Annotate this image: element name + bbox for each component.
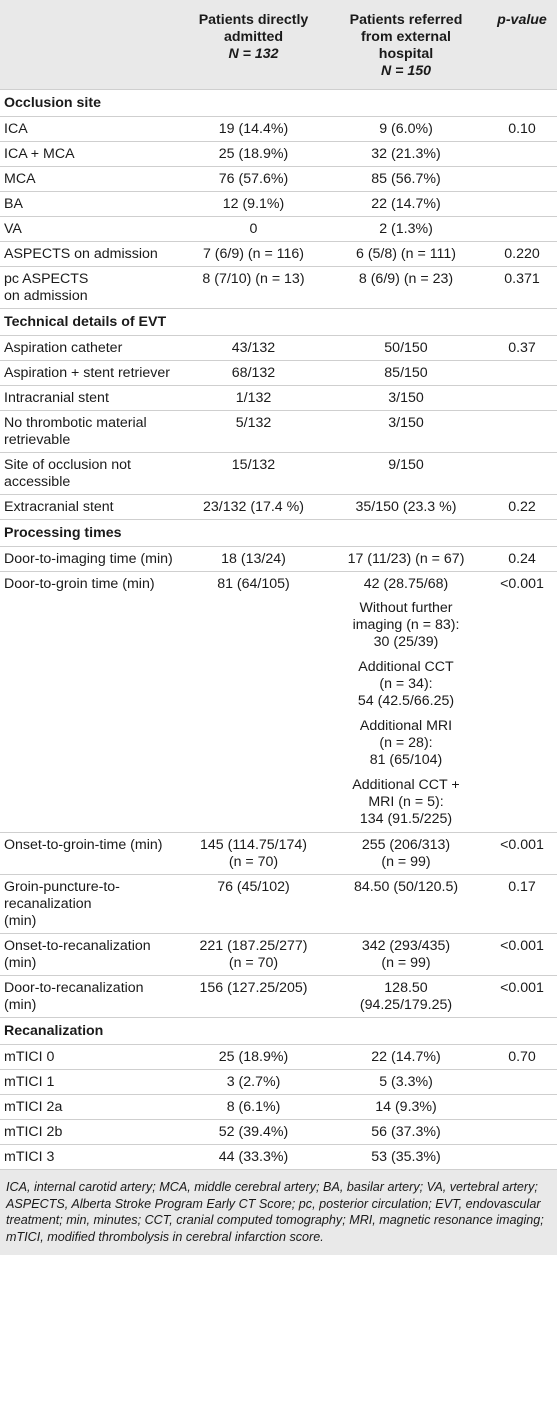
row-label <box>0 976 182 1018</box>
cell-line: 8 (6/9) (n = 23) <box>358 270 454 287</box>
cell-p-value: 0.17 <box>487 875 557 934</box>
cell-line: 5/132 <box>235 414 272 431</box>
cell-referred <box>325 453 487 495</box>
cell-referred <box>325 833 487 875</box>
cell-line: Groin-puncture-to- <box>4 878 120 895</box>
cell-referred <box>325 875 487 934</box>
sub-row <box>0 596 557 655</box>
cell-line: ASPECTS on admission <box>4 245 158 262</box>
cell-directly-admitted <box>182 386 325 411</box>
row-label <box>0 1145 182 1170</box>
cell-directly-admitted <box>182 1045 325 1070</box>
cell-line: 81 (65/104) <box>369 752 443 768</box>
cell-line: 221 (187.25/277) <box>199 937 308 954</box>
header-line: admitted <box>223 29 284 45</box>
cell-line: 22 (14.7%) <box>371 1048 441 1065</box>
cell-referred <box>325 336 487 361</box>
cell-line: mTICI 1 <box>4 1073 55 1090</box>
cell-line: (n = 70) <box>228 853 279 870</box>
table-row <box>0 411 557 453</box>
cell-line: 15/132 <box>231 456 276 473</box>
table-row <box>0 217 557 242</box>
row-label <box>0 547 182 572</box>
cell-p-value <box>487 361 557 386</box>
cell-referred <box>325 1120 487 1145</box>
table-header <box>0 0 557 90</box>
cell-p-value <box>487 192 557 217</box>
cell-referred <box>325 596 487 655</box>
cell-line: 9/150 <box>388 456 424 473</box>
header-p-value-label: p-value <box>497 12 547 28</box>
cell-p-value: <0.001 <box>487 833 557 875</box>
cell-line: 128.50 <box>384 979 428 996</box>
table-row <box>0 875 557 934</box>
cell-line: 35/150 (23.3 %) <box>355 498 457 515</box>
cell-line: 5 (3.3%) <box>379 1073 433 1090</box>
cell-directly-admitted <box>182 833 325 875</box>
cell-line: 17 (11/23) (n = 67) <box>347 550 465 567</box>
header-line: Patients referred <box>349 12 463 28</box>
cell-referred <box>325 773 487 833</box>
cell-referred <box>325 655 487 714</box>
section-row <box>0 309 557 336</box>
row-label <box>0 192 182 217</box>
cell-line: 25 (18.9%) <box>218 145 289 162</box>
cell-line: 68/132 <box>231 364 276 381</box>
row-label <box>0 217 182 242</box>
cell-referred <box>325 217 487 242</box>
cell-line: ICA <box>4 120 28 137</box>
cell-line: BA <box>4 195 23 212</box>
cell-line: Without further <box>359 600 453 616</box>
header-line: N = 132 <box>228 46 279 62</box>
row-label <box>0 167 182 192</box>
table-row <box>0 547 557 572</box>
cell-line: Extracranial stent <box>4 498 114 515</box>
cell-p-value <box>487 1070 557 1095</box>
table-row <box>0 336 557 361</box>
sub-row <box>0 655 557 714</box>
section-heading: Processing times <box>0 520 557 547</box>
cell-referred <box>325 167 487 192</box>
cell-directly-admitted <box>182 192 325 217</box>
cell-line: 76 (57.6%) <box>218 170 289 187</box>
cell-directly-admitted <box>182 336 325 361</box>
row-label <box>0 1070 182 1095</box>
cell-line: mTICI 2a <box>4 1098 63 1115</box>
header-empty-cell <box>0 0 182 90</box>
sub-row <box>0 773 557 833</box>
row-label <box>0 117 182 142</box>
cell-line: 6 (5/8) (n = 111) <box>355 245 457 262</box>
cell-referred <box>325 1070 487 1095</box>
cell-line: 25 (18.9%) <box>218 1048 289 1065</box>
table-row <box>0 1145 557 1170</box>
cell-directly-admitted <box>182 714 325 773</box>
cell-referred <box>325 1045 487 1070</box>
cell-line: Aspiration + stent retriever <box>4 364 170 381</box>
section-row <box>0 1018 557 1045</box>
table-row <box>0 167 557 192</box>
row-label <box>0 142 182 167</box>
cell-p-value: 0.37 <box>487 336 557 361</box>
cell-line: Onset-to-groin-time (min) <box>4 836 163 853</box>
cell-line: 156 (127.25/205) <box>199 979 308 996</box>
row-label <box>0 833 182 875</box>
cell-p-value: <0.001 <box>487 934 557 976</box>
row-label <box>0 242 182 267</box>
cell-referred <box>325 1095 487 1120</box>
cell-line: Door-to-recanalization <box>4 979 144 996</box>
table-row <box>0 572 557 597</box>
cell-directly-admitted <box>182 411 325 453</box>
cell-p-value: <0.001 <box>487 976 557 1018</box>
cell-referred <box>325 976 487 1018</box>
cell-line: 255 (206/313) <box>361 836 451 853</box>
cell-line: Additional CCT <box>358 659 454 675</box>
cell-directly-admitted <box>182 267 325 309</box>
cell-line: Additional CCT + <box>352 777 460 793</box>
sub-row <box>0 714 557 773</box>
cell-directly-admitted <box>182 1120 325 1145</box>
cell-p-value: 0.70 <box>487 1045 557 1070</box>
cell-referred <box>325 117 487 142</box>
cell-line: ICA + MCA <box>4 145 75 162</box>
cell-line: 30 (25/39) <box>373 634 439 650</box>
cell-directly-admitted <box>182 117 325 142</box>
cell-line: accessible <box>4 473 71 490</box>
cell-p-value: 0.220 <box>487 242 557 267</box>
cell-line: (n = 70) <box>228 954 279 971</box>
cell-directly-admitted <box>182 167 325 192</box>
cell-line: mTICI 0 <box>4 1048 55 1065</box>
row-label <box>0 336 182 361</box>
cell-line: 12 (9.1%) <box>222 195 285 212</box>
cell-line: pc ASPECTS <box>4 270 89 287</box>
table-row <box>0 495 557 520</box>
section-heading: Technical details of EVT <box>0 309 557 336</box>
row-label <box>0 361 182 386</box>
section-row <box>0 520 557 547</box>
cell-referred <box>325 267 487 309</box>
cell-line: 134 (91.5/225) <box>359 811 453 827</box>
table-row <box>0 833 557 875</box>
cell-p-value <box>487 411 557 453</box>
cell-referred <box>325 714 487 773</box>
cell-line: 8 (7/10) (n = 13) <box>202 270 305 287</box>
cell-p-value <box>487 386 557 411</box>
cell-line: 19 (14.4%) <box>218 120 289 137</box>
cell-referred <box>325 547 487 572</box>
cell-p-value <box>487 217 557 242</box>
row-label <box>0 495 182 520</box>
cell-line: 53 (35.3%) <box>371 1148 441 1165</box>
row-label <box>0 773 182 833</box>
cell-line: imaging (n = 83): <box>352 617 460 633</box>
table-row <box>0 1045 557 1070</box>
cell-referred <box>325 495 487 520</box>
cell-line: Door-to-imaging time (min) <box>4 550 173 567</box>
cell-referred <box>325 192 487 217</box>
table-row <box>0 453 557 495</box>
cell-p-value: 0.371 <box>487 267 557 309</box>
cell-line: 14 (9.3%) <box>375 1098 437 1115</box>
row-label <box>0 655 182 714</box>
cell-p-value <box>487 596 557 655</box>
row-label <box>0 714 182 773</box>
cell-directly-admitted <box>182 1095 325 1120</box>
cell-line: 7 (6/9) (n = 116) <box>202 245 305 262</box>
cell-line: 3/150 <box>388 389 424 406</box>
cell-directly-admitted <box>182 361 325 386</box>
cell-line: 145 (114.75/174) <box>199 836 307 853</box>
cell-line: retrievable <box>4 431 71 448</box>
cell-line: 56 (37.3%) <box>371 1123 441 1140</box>
cell-line: 3 (2.7%) <box>226 1073 281 1090</box>
cell-p-value <box>487 655 557 714</box>
row-label <box>0 1095 182 1120</box>
header-p-value <box>487 0 557 90</box>
cell-line: (min) <box>4 912 37 929</box>
table-row <box>0 1095 557 1120</box>
cell-line: Site of occlusion not <box>4 456 131 473</box>
cell-line: 0 <box>249 220 258 237</box>
row-label <box>0 934 182 976</box>
cell-line: on admission <box>4 287 88 304</box>
cell-directly-admitted <box>182 453 325 495</box>
cell-p-value <box>487 453 557 495</box>
section-heading: Recanalization <box>0 1018 557 1045</box>
cell-line: (n = 99) <box>381 954 431 971</box>
cell-referred <box>325 386 487 411</box>
cell-line: mTICI 3 <box>4 1148 55 1165</box>
cell-line: Aspiration catheter <box>4 339 123 356</box>
cell-directly-admitted <box>182 572 325 597</box>
cell-directly-admitted <box>182 976 325 1018</box>
cell-line: 43/132 <box>231 339 276 356</box>
header-line: from external <box>361 29 451 45</box>
cell-line: 52 (39.4%) <box>218 1123 289 1140</box>
cell-p-value <box>487 1095 557 1120</box>
cell-referred <box>325 142 487 167</box>
table-row <box>0 934 557 976</box>
cell-line: Additional MRI <box>359 718 453 734</box>
cell-line: No thrombotic material <box>4 414 147 431</box>
cell-line: (n = 99) <box>381 853 431 870</box>
table-row <box>0 242 557 267</box>
header-referred <box>325 0 487 90</box>
cell-directly-admitted <box>182 596 325 655</box>
table-row <box>0 976 557 1018</box>
cell-line: 9 (6.0%) <box>379 120 433 137</box>
cell-line: 76 (45/102) <box>217 878 290 895</box>
cell-line: 2 (1.3%) <box>379 220 433 237</box>
row-label <box>0 875 182 934</box>
cell-directly-admitted <box>182 934 325 976</box>
table-row <box>0 361 557 386</box>
cell-line: (min) <box>4 996 37 1013</box>
cell-line: 32 (21.3%) <box>371 145 441 162</box>
cell-line: 22 (14.7%) <box>371 195 441 212</box>
cell-p-value <box>487 142 557 167</box>
cell-directly-admitted <box>182 655 325 714</box>
cell-line: 342 (293/435) <box>361 937 451 954</box>
cell-p-value <box>487 1120 557 1145</box>
cell-line: 3/150 <box>388 414 424 431</box>
cell-referred <box>325 411 487 453</box>
cell-directly-admitted <box>182 242 325 267</box>
table-body <box>0 90 557 1170</box>
cell-p-value <box>487 1145 557 1170</box>
cell-line: 42 (28.75/68) <box>363 575 449 592</box>
cell-line: (min) <box>4 954 37 971</box>
table-row <box>0 267 557 309</box>
section-heading: Occlusion site <box>0 90 557 117</box>
cell-line: Intracranial stent <box>4 389 109 406</box>
table-row <box>0 117 557 142</box>
cell-line: Onset-to-recanalization <box>4 937 151 954</box>
cell-referred <box>325 242 487 267</box>
cell-p-value <box>487 773 557 833</box>
cell-referred <box>325 934 487 976</box>
cell-directly-admitted <box>182 1145 325 1170</box>
header-line: N = 150 <box>380 63 432 79</box>
cell-referred <box>325 572 487 597</box>
cell-line: 54 (42.5/66.25) <box>357 693 455 709</box>
table-row <box>0 1070 557 1095</box>
cell-directly-admitted <box>182 217 325 242</box>
cell-line: 85 (56.7%) <box>371 170 441 187</box>
cell-line: mTICI 2b <box>4 1123 63 1140</box>
cell-p-value: 0.10 <box>487 117 557 142</box>
cell-line: (94.25/179.25) <box>359 996 453 1013</box>
table-row <box>0 192 557 217</box>
cell-p-value: 0.24 <box>487 547 557 572</box>
cell-directly-admitted <box>182 875 325 934</box>
cell-p-value <box>487 167 557 192</box>
table-footnote: ICA, internal carotid artery; MCA, middle cerebral artery; BA, basilar artery; VA, vertebral artery; ASPECTS, Alberta Stroke Program Early CT Score; pc, posterior circulation; EVT, endovascular treatment; min, minutes; CCT, cranial computed tomography; MRI, magnetic resonance imaging; mTICI, modified thrombolysis in cerebral infarction score. <box>0 1169 557 1255</box>
cell-directly-admitted <box>182 773 325 833</box>
cell-p-value: 0.22 <box>487 495 557 520</box>
cell-directly-admitted <box>182 495 325 520</box>
cell-p-value <box>487 714 557 773</box>
header-line: hospital <box>378 46 434 62</box>
cell-line: 84.50 (50/120.5) <box>353 878 459 895</box>
row-label <box>0 411 182 453</box>
cell-line: VA <box>4 220 22 237</box>
row-label <box>0 453 182 495</box>
cell-line: 23/132 (17.4 %) <box>203 498 304 515</box>
cell-directly-admitted <box>182 142 325 167</box>
row-label <box>0 1120 182 1145</box>
cell-directly-admitted <box>182 547 325 572</box>
header-line: Patients directly <box>198 12 309 28</box>
cell-line: MCA <box>4 170 36 187</box>
cell-line: 1/132 <box>235 389 272 406</box>
cell-directly-admitted <box>182 1070 325 1095</box>
row-label <box>0 386 182 411</box>
section-row <box>0 90 557 117</box>
cell-line: (n = 28): <box>379 735 433 751</box>
table-row <box>0 386 557 411</box>
table-row <box>0 142 557 167</box>
cell-line: MRI (n = 5): <box>368 794 444 810</box>
cell-line: Door-to-groin time (min) <box>4 575 155 592</box>
cell-referred <box>325 1145 487 1170</box>
cell-line: (n = 34): <box>379 676 433 692</box>
cell-line: 18 (13/24) <box>221 550 286 567</box>
cell-line: recanalization <box>4 895 92 912</box>
header-directly-admitted <box>182 0 325 90</box>
cell-line: 81 (64/105) <box>217 575 290 592</box>
row-label <box>0 267 182 309</box>
table-row <box>0 1120 557 1145</box>
cell-line: 8 (6.1%) <box>226 1098 281 1115</box>
cell-line: 44 (33.3%) <box>218 1148 289 1165</box>
cell-line: 50/150 <box>384 339 428 356</box>
cell-line: 85/150 <box>384 364 428 381</box>
cell-p-value: <0.001 <box>487 572 557 597</box>
cell-referred <box>325 361 487 386</box>
row-label <box>0 596 182 655</box>
row-label <box>0 1045 182 1070</box>
row-label <box>0 572 182 597</box>
